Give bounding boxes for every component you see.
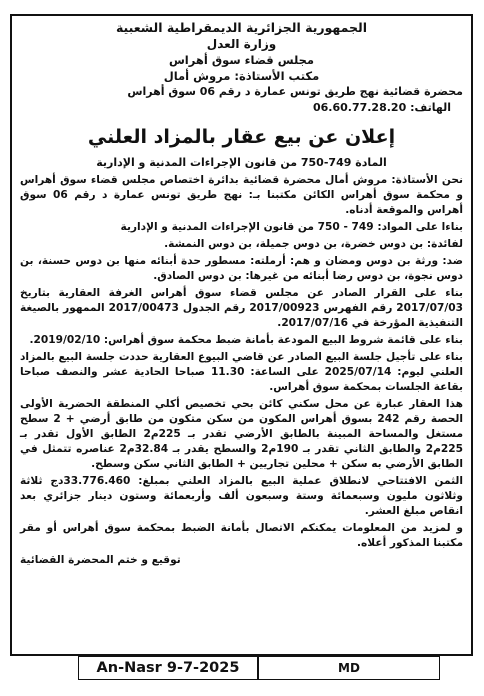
newspaper-date-box (78, 656, 258, 680)
announcement-frame (10, 14, 473, 656)
office-line: مكتب الأستاذة: مروش أمال (163, 69, 320, 83)
paragraph-session: بناء على تأجيل جلسة البيع الصادر عن قاضي البيوع العقارية حددت جلسة البيع بالمزاد العلني ليوم: 2025/07/14 على الساعة: 11.30 صباحا الحادية عشر والنصف صباحا بقاعة الجلسات بمحكمة سوق أهراس. (20, 351, 463, 393)
signature-line: توقيع و ختم المحضرة القضائية (20, 554, 181, 566)
code-label: MD (338, 661, 360, 675)
paragraph-conditions: بناء على قائمة شروط البيع المودعة بأمانة ضبط محكمة سوق أهراس: 2019/02/10. (29, 334, 463, 346)
legal-reference: المادة 749-750 من قانون الإجراءات المدنية و الإدارية (96, 156, 387, 169)
announcement-title: إعلان عن بيع عقار بالمزاد العلني (87, 126, 396, 148)
paragraph-price: الثمن الافتتاحي لانطلاق عملية البيع بالمزاد العلني بمبلغ: 33.776.460دج ثلاثة وثلاثون مليون وسبعمائة وستة وسبعون ألف وأربعمائة وستون دينار جزائري بعد انقاص مبلغ العشر. (20, 475, 464, 517)
paragraph-beneficiaries: لفائدة: بن دوس خضرة، بن دوس جميلة، بن دوس النمشة. (164, 238, 463, 250)
republic-line: الجمهورية الجزائرية الديمقراطية الشعبية (115, 20, 368, 35)
header (20, 20, 463, 116)
paragraph-property: هذا العقار عبارة عن محل سكني كائن بحي تخصيص أكلي المنطقة الحضرية الأولى الحصة رقم 242 بسوق أهراس المكون من سكن متكون من طابق أرضي + 2 سطح مستغل والمساحة المبينة بالطابق الأرضي تقدر بـ 225م2 الطابق الأول تقدر بـ 225م2 والطابق الثاني تقدر بـ 190م2 والسطح يقدر بـ 32.84م2 عناصره تتمثل في الطابق الأرضي به سكن + محلين تجاريين + الطابق الثاني سكن وسطح. (20, 398, 464, 470)
bailiff-office-line: محضرة قضائية نهج طريق تونس عمارة د رقم 06 سوق أهراس (127, 85, 463, 98)
phone-line: الهاتف: 06.60.77.28.20 (312, 101, 451, 114)
paragraph-contact: و لمزيد من المعلومات يمكنكم الاتصال بأمانة الضبط بمحكمة سوق أهراس أو مقر مكتبنا المذكور أعلاه. (20, 522, 463, 549)
paragraph-bailiff: نحن الأستاذة: مروش أمال محضرة قضائية بدائرة اختصاص مجلس قضاء سوق أهراس و محكمة سوق أهراس الكائن مكتبنا بـ: نهج طريق تونس عمارة د رقم 06 سوق أهراس والموقعة أدناه. (20, 174, 463, 216)
newspaper-date: An-Nasr 9-7-2025 (96, 660, 240, 676)
paragraph-decision: بناء على القرار الصادر عن مجلس قضاء سوق أهراس الغرفة العقارية بتاريخ 2017/07/03 رقم الفهرس 2017/00923 رقم الجدول 2017/00473 الممهور بالصيغة التنفيذية المؤرخة في 2017/07/16. (20, 287, 463, 329)
code-box (258, 656, 440, 680)
paragraph-defendants: ضد: ورثة بن دوس ومضان و هم: أرملته: مسطور حدة أبنائه منها بن دوس حسنة، بن دوس نجوة، بن دوس رضا أبنائه من غيرها: بن دوس الصادق. (20, 255, 463, 282)
council-line: مجلس قضاء سوق أهراس (168, 53, 315, 67)
paragraph-articles: بناءا على المواد: 749 - 750 من قانون الإجراءات المدنية و الإدارية (120, 221, 463, 233)
closing-row (20, 553, 463, 568)
ministry-line: وزارة العدل (206, 37, 277, 51)
